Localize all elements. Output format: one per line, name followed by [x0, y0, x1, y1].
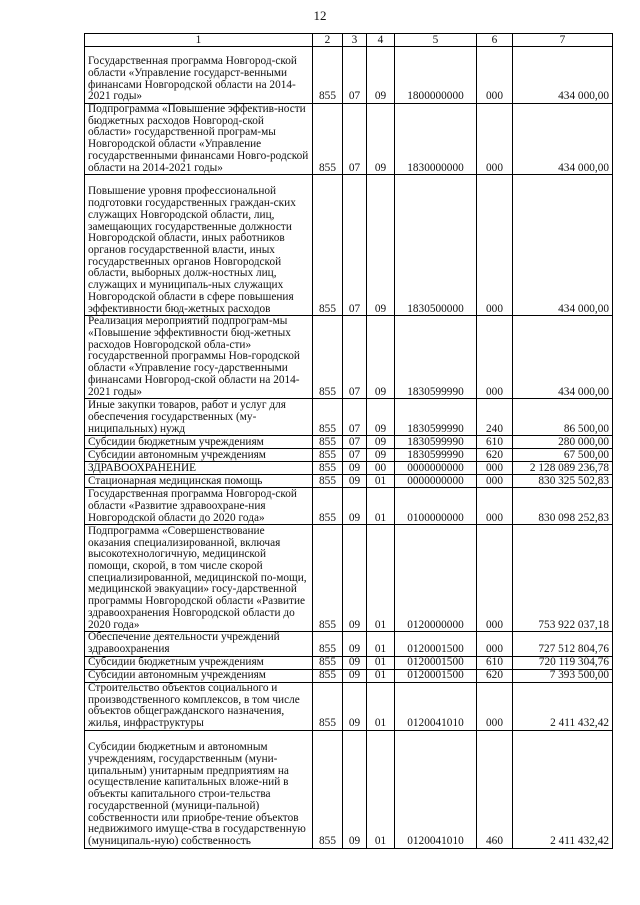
table-body — [85, 47, 613, 849]
table-row — [85, 175, 613, 316]
row-code-admin: 855 — [313, 175, 343, 316]
row-code-admin: 855 — [313, 669, 343, 682]
row-code-section: 09 — [343, 682, 367, 730]
row-code-admin: 855 — [313, 632, 343, 656]
row-code-subsection: 09 — [367, 104, 395, 175]
row-code-subsection: 01 — [367, 475, 395, 488]
row-description: Государственная программа Новгород-ской области «Управление государст-венными финансами Новгородской области на 2014-2021 годы» — [85, 47, 313, 104]
table-row — [85, 462, 613, 475]
row-code-type: 000 — [477, 462, 513, 475]
row-amount: 67 500,00 — [513, 449, 613, 462]
row-code-type: 620 — [477, 669, 513, 682]
row-description: Строительство объектов социального и производственного комплексов, в том числе объектов общегражданского назначения, жилья, инфраструктуры — [85, 682, 313, 730]
table-row — [85, 399, 613, 436]
row-amount: 830 325 502,83 — [513, 475, 613, 488]
row-code-admin: 855 — [313, 656, 343, 669]
row-code-type: 610 — [477, 656, 513, 669]
row-code-type: 000 — [477, 488, 513, 525]
table-row — [85, 316, 613, 399]
table-row — [85, 525, 613, 632]
table-row — [85, 682, 613, 730]
row-description: Стационарная медицинская помощь — [85, 475, 313, 488]
row-code-admin: 855 — [313, 104, 343, 175]
row-code-target: 1830599990 — [395, 316, 477, 399]
row-code-type: 000 — [477, 475, 513, 488]
row-code-admin: 855 — [313, 436, 343, 449]
row-code-admin: 855 — [313, 730, 343, 848]
row-code-subsection: 01 — [367, 656, 395, 669]
row-code-target: 1830500000 — [395, 175, 477, 316]
row-code-section: 09 — [343, 475, 367, 488]
row-code-target: 1830599990 — [395, 436, 477, 449]
row-code-target: 0120001500 — [395, 669, 477, 682]
row-code-target: 0000000000 — [395, 475, 477, 488]
header-row — [85, 34, 613, 47]
row-code-target: 1800000000 — [395, 47, 477, 104]
row-code-admin: 855 — [313, 399, 343, 436]
row-amount: 2 411 432,42 — [513, 730, 613, 848]
row-code-admin: 855 — [313, 462, 343, 475]
header-cell: 3 — [343, 34, 367, 47]
row-code-section: 09 — [343, 488, 367, 525]
row-code-subsection: 09 — [367, 449, 395, 462]
row-code-subsection: 09 — [367, 47, 395, 104]
row-code-section: 07 — [343, 104, 367, 175]
row-code-type: 610 — [477, 436, 513, 449]
row-code-admin: 855 — [313, 316, 343, 399]
row-code-type: 000 — [477, 525, 513, 632]
row-code-section: 07 — [343, 316, 367, 399]
row-code-target: 0120041010 — [395, 682, 477, 730]
row-amount: 2 411 432,42 — [513, 682, 613, 730]
table-row — [85, 47, 613, 104]
row-code-section: 07 — [343, 436, 367, 449]
row-code-target: 0000000000 — [395, 462, 477, 475]
row-code-type: 000 — [477, 632, 513, 656]
row-code-type: 000 — [477, 175, 513, 316]
row-description: Реализация мероприятий подпрограм-мы «Повышение эффективности бюд-жетных расходов Новгородской обла-сти» государственной программы Нов-городской области «Управление госу-дарственными финансами Новгород-ской области на 2014-2021 годы» — [85, 316, 313, 399]
row-code-subsection: 01 — [367, 669, 395, 682]
row-code-section: 07 — [343, 449, 367, 462]
row-code-section: 07 — [343, 175, 367, 316]
table-row — [85, 488, 613, 525]
row-code-section: 09 — [343, 669, 367, 682]
row-description: Субсидии бюджетным и автономным учреждениям, государственным (муни-ципальным) унитарным предприятиям на осуществление капитальных вложе-ний в объекты капитального строи-тельства государственной (муници-пальной) собственности или приобре-тение объектов недвижимого имуще-ства в государственную (муниципаль-ную) собственность — [85, 730, 313, 848]
row-code-subsection: 01 — [367, 730, 395, 848]
header-cell: 5 — [395, 34, 477, 47]
table-row — [85, 730, 613, 848]
page-number: 12 — [313, 8, 327, 23]
row-code-target: 1830599990 — [395, 449, 477, 462]
row-code-type: 460 — [477, 730, 513, 848]
table-row — [85, 656, 613, 669]
row-code-section: 09 — [343, 632, 367, 656]
row-amount: 280 000,00 — [513, 436, 613, 449]
row-amount: 434 000,00 — [513, 175, 613, 316]
row-code-type: 000 — [477, 316, 513, 399]
row-amount: 434 000,00 — [513, 316, 613, 399]
row-code-section: 09 — [343, 730, 367, 848]
header-cell: 1 — [85, 34, 313, 47]
header-cell: 4 — [367, 34, 395, 47]
row-description: ЗДРАВООХРАНЕНИЕ — [85, 462, 313, 475]
row-code-target: 1830000000 — [395, 104, 477, 175]
row-code-admin: 855 — [313, 475, 343, 488]
table-row — [85, 669, 613, 682]
header-cell: 6 — [477, 34, 513, 47]
row-code-admin: 855 — [313, 525, 343, 632]
row-code-target: 0100000000 — [395, 488, 477, 525]
row-code-section: 09 — [343, 525, 367, 632]
row-code-section: 09 — [343, 656, 367, 669]
row-code-type: 000 — [477, 47, 513, 104]
row-amount: 2 128 089 236,78 — [513, 462, 613, 475]
row-code-target: 1830599990 — [395, 399, 477, 436]
row-code-subsection: 01 — [367, 632, 395, 656]
row-code-section: 09 — [343, 462, 367, 475]
row-code-admin: 855 — [313, 449, 343, 462]
row-code-section: 07 — [343, 399, 367, 436]
row-code-admin: 855 — [313, 682, 343, 730]
row-amount: 830 098 252,83 — [513, 488, 613, 525]
table-row — [85, 632, 613, 656]
table-row — [85, 436, 613, 449]
row-code-target: 0120041010 — [395, 730, 477, 848]
row-description: Субсидии бюджетным учреждениям — [85, 436, 313, 449]
table-row — [85, 475, 613, 488]
header-cell: 7 — [513, 34, 613, 47]
row-description: Субсидии бюджетным учреждениям — [85, 656, 313, 669]
row-amount: 720 119 304,76 — [513, 656, 613, 669]
row-code-admin: 855 — [313, 47, 343, 104]
header-cell: 2 — [313, 34, 343, 47]
row-code-subsection: 09 — [367, 436, 395, 449]
row-code-type: 620 — [477, 449, 513, 462]
row-amount: 86 500,00 — [513, 399, 613, 436]
row-amount: 434 000,00 — [513, 104, 613, 175]
row-description: Повышение уровня профессиональной подготовки государственных граждан-ских служащих Новгородской области, лиц, замещающих государственные должности Новгородской области, иных работников органов государственной власти, иных государственных органов Новгородской области, выборных долж-ностных лиц, служащих и муниципаль-ных служащих Новгородской области в сфере повышения эффективности бюд-жетных расходов — [85, 175, 313, 316]
row-code-subsection: 09 — [367, 316, 395, 399]
row-code-type: 000 — [477, 682, 513, 730]
row-code-subsection: 09 — [367, 175, 395, 316]
table-row — [85, 449, 613, 462]
row-code-subsection: 09 — [367, 399, 395, 436]
row-description: Подпрограмма «Совершенствование оказания специализированной, включая высокотехнологичную, медицинской помощи, скорой, в том числе скорой специализированной, медицинской по-мощи, медицинской эвакуации» госу-дарственной программы Новгородской области «Развитие здравоохранения Новгородской области до 2020 года» — [85, 525, 313, 632]
row-description: Субсидии автономным учреждениям — [85, 449, 313, 462]
row-description: Субсидии автономным учреждениям — [85, 669, 313, 682]
row-code-type: 240 — [477, 399, 513, 436]
row-description: Подпрограмма «Повышение эффектив-ности бюджетных расходов Новгород-ской области» государственной програм-мы Новгородской области «Управление государственными финансами Новго-родской области на 2014-2021 годы» — [85, 104, 313, 175]
row-code-type: 000 — [477, 104, 513, 175]
row-code-section: 07 — [343, 47, 367, 104]
table-row — [85, 104, 613, 175]
row-description: Государственная программа Новгород-ской области «Развитие здравоохране-ния Новгородской области до 2020 года» — [85, 488, 313, 525]
row-description: Обеспечение деятельности учреждений здравоохранения — [85, 632, 313, 656]
row-code-admin: 855 — [313, 488, 343, 525]
row-code-subsection: 00 — [367, 462, 395, 475]
row-code-target: 0120001500 — [395, 632, 477, 656]
budget-table — [84, 33, 613, 849]
row-amount: 727 512 804,76 — [513, 632, 613, 656]
row-code-subsection: 01 — [367, 682, 395, 730]
row-code-subsection: 01 — [367, 525, 395, 632]
row-amount: 753 922 037,18 — [513, 525, 613, 632]
row-code-target: 0120001500 — [395, 656, 477, 669]
row-code-subsection: 01 — [367, 488, 395, 525]
row-amount: 7 393 500,00 — [513, 669, 613, 682]
row-description: Иные закупки товаров, работ и услуг для обеспечения государственных (му-ниципальных) нужд — [85, 399, 313, 436]
row-code-target: 0120000000 — [395, 525, 477, 632]
row-amount: 434 000,00 — [513, 47, 613, 104]
